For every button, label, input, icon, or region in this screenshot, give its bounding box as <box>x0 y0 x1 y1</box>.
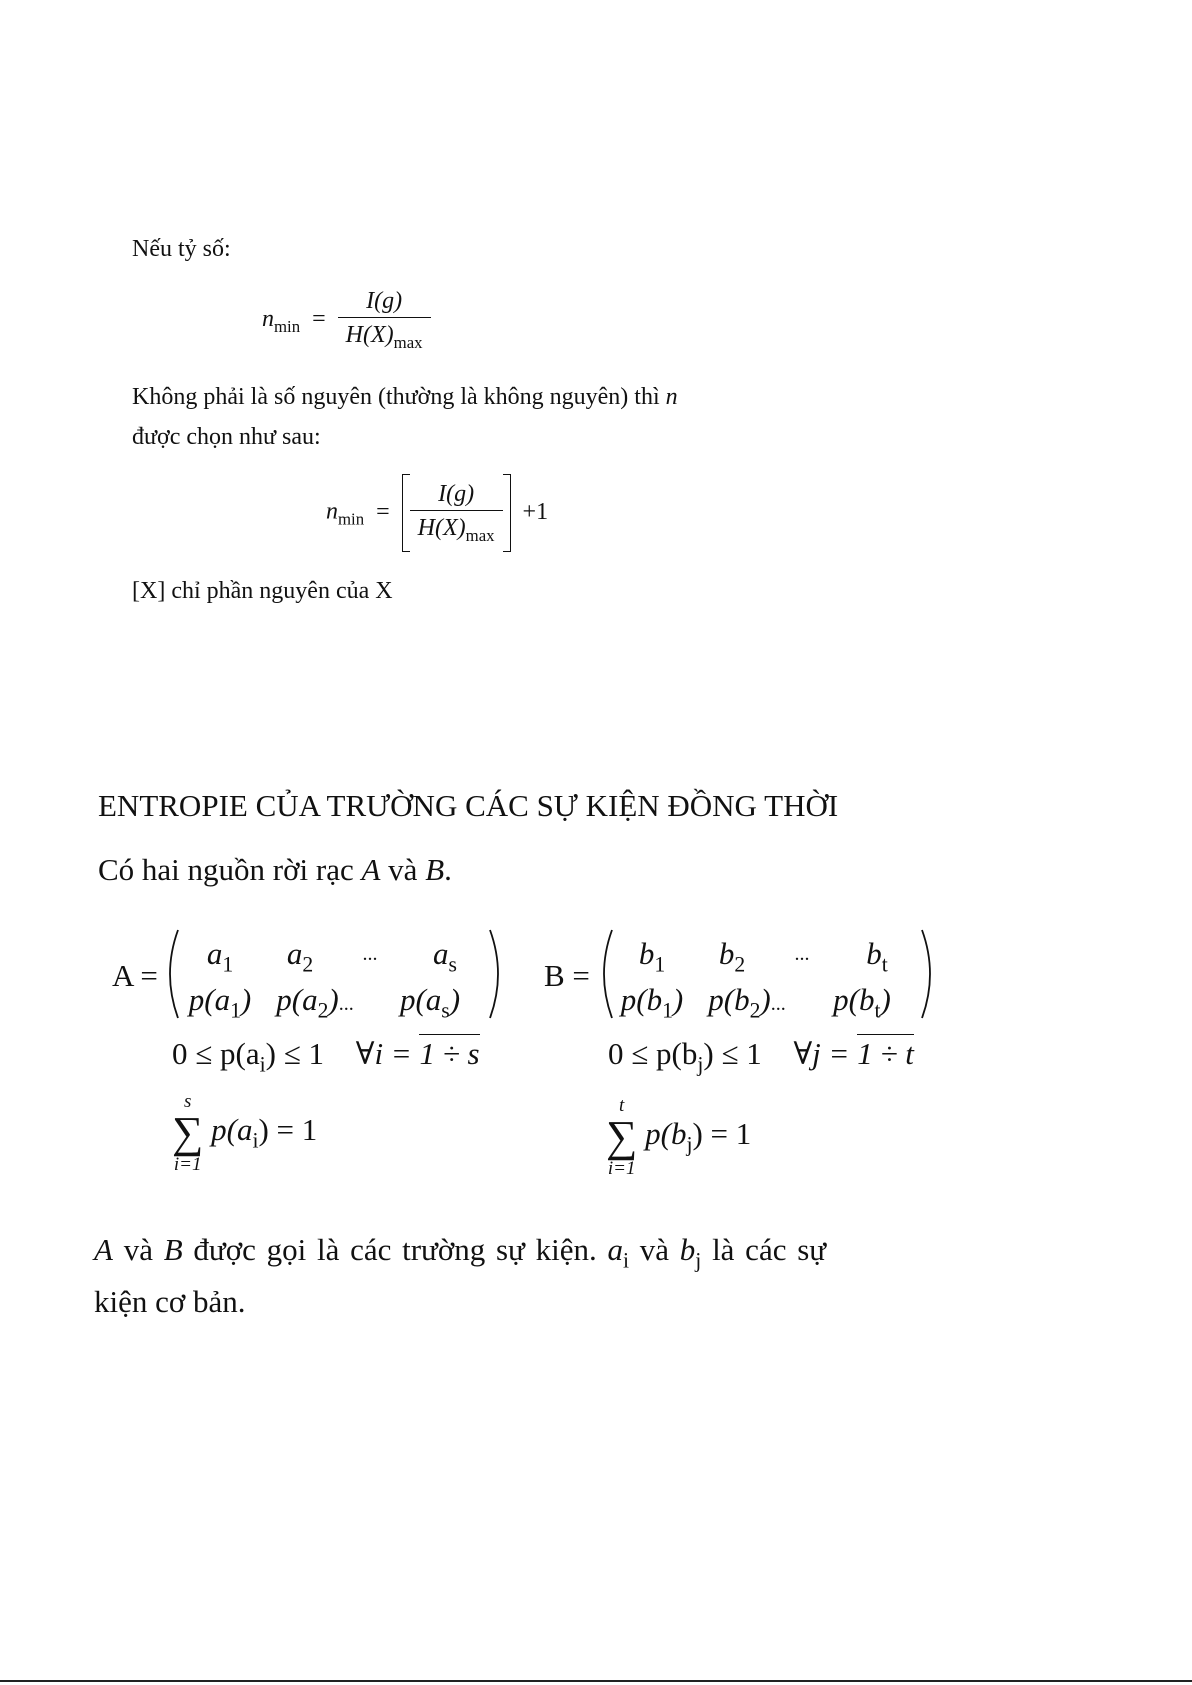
matrix-a <box>180 936 490 1023</box>
formula-nmin-floor: $n_{min}$ = $\frac{I(g)}{H(X)_{max}}$ +1 <box>326 474 548 552</box>
section-heading: ENTROPIE CỦA TRƯỜNG CÁC SỰ KIỆN ĐỒNG THỜI <box>98 788 839 823</box>
formula-nmin-ratio: $n_{min}$ = $\frac{I(g)}{H(X)_{max}}$ <box>262 288 431 353</box>
condition-b: $0 \le p(b_j) \le 1$ ∀j = 1 ÷ t <box>608 1036 914 1077</box>
text-not-integer-line1: Không phải là số nguyên (thường là không nguyên) thì n <box>132 384 678 410</box>
intro-two-sources: Có hai nguồn rời rạc A và B. <box>98 852 452 887</box>
matrix-b-row-1: $b_1$ $b_2$ ... $b_t$ <box>638 936 888 977</box>
matrix-a-label: A = <box>112 958 158 993</box>
conclusion-line-1: A và B được gọi là các trường sự kiện. $a_i$ và $b_j$ là các sự <box>94 1232 827 1273</box>
left-bracket <box>402 474 410 552</box>
matrix-a-row-2: $p(a_1)$ $p(a_2)$... $p(a_s)$ <box>188 981 461 1023</box>
text-not-integer-line2: được chọn như sau: <box>132 424 321 450</box>
matrix-b-row-2: $p(b_1)$ $p(b_2)$... $p(b_t)$ <box>620 981 891 1023</box>
sum-a: s ∑ i=1 $p(a_i) = 1$ <box>172 1091 318 1175</box>
conclusion-line-2: kiện cơ bản. <box>94 1284 246 1319</box>
matrix-b-right-paren <box>918 928 940 1020</box>
condition-a: $0 \le p(a_i) \le 1$ ∀i = 1 ÷ s <box>172 1036 480 1077</box>
intro-text: Nếu tỷ số: <box>132 236 231 262</box>
right-bracket <box>503 474 511 552</box>
matrix-a-right-paren <box>486 928 508 1020</box>
sum-b: t ∑ i=1 $p(b_j) = 1$ <box>606 1095 752 1179</box>
matrix-a-row-1: $a_1$ $a_2$ ... $a_s$ <box>206 936 457 977</box>
note-integer-part: [X] chỉ phần nguyên của X <box>132 578 393 604</box>
matrix-b-label: B = <box>544 958 590 993</box>
matrix-a-left-paren <box>160 928 182 1020</box>
matrix-b <box>612 936 922 1023</box>
page-bottom-rule <box>0 1680 1192 1682</box>
